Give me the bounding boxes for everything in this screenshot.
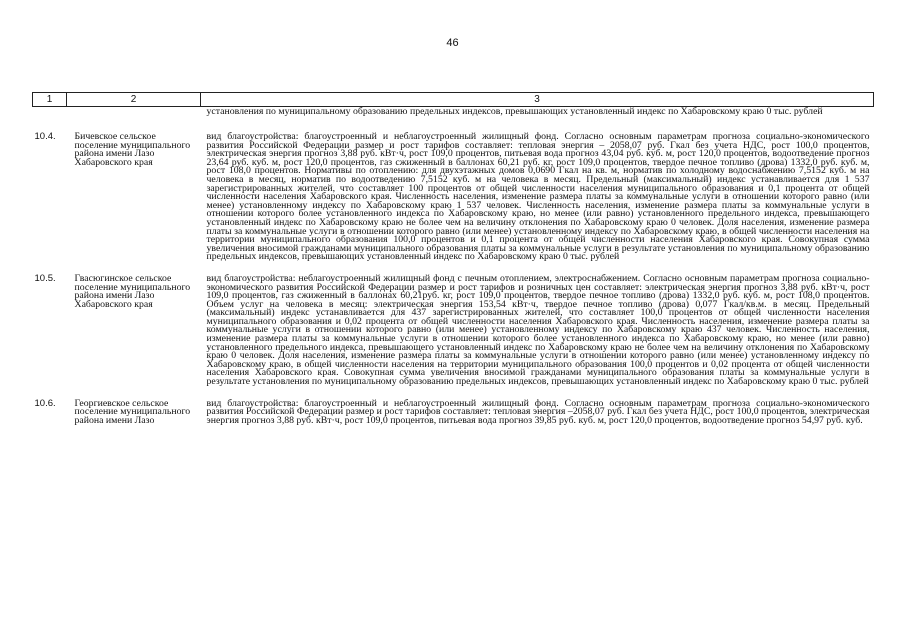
table-row (33, 120, 874, 262)
settlement-name: Бичевское сельское поселение муниципального района имени Лазо Хабаровского края (74, 131, 191, 168)
row-description: вид благоустройства: благоустроенный и неблагоустроенный жилищный фонд. Согласно основным параметрам прогноза социально-экономического развития Российской Федерации размер и рост тарифов составляет: тепловая энергия –2058,07 руб. Гкал без учета НДС, рост 100,0 процентов, электрическая энергия прогноз 3,88 руб. кВт·ч, рост 109,0 процентов, питьевая вода прогноз 39,85 руб. куб. м, рост 120,0 процентов, водоотведение прогноз 54,97 руб. куб. (206, 397, 870, 426)
row-number: 10.4. (34, 131, 56, 142)
header-col-2: 2 (67, 93, 201, 107)
settlement-name: Георгиевское сельское поселение муниципального района имени Лазо (74, 397, 191, 426)
table-row (33, 387, 874, 426)
row-description: вид благоустройства: благоустроенный и неблагоустроенный жилищный фонд. Согласно основным параметрам прогноза социально-экономического развития Российской Федерации размер и рост тарифов составляет: тепловая энергия – 2058,07 руб. Гкал без учета НДС, рост 100,0 процентов, электрическая энергия прогноз 3,88 руб. кВт·ч, рост 109,0 процентов, питьевая вода прогноз 43,04 руб. куб. м, рост 120,0 процентов, водоотведение прогноз 23,64 руб. куб. м, рост 120,0 процентов, газ сжиженный в баллонах 60,21 руб. кг, рост 109,0 процентов, твердое печное топливо (дрова) 1332,0 руб. куб. м, рост 108,0 процентов. Нормативы по отоплению: для двухэтажных домов 0,0690 Гкал на кв. м, норматив по холодному водоснабжению 7,5152 куб. м на человека в месяц, норматив по водоотведению 7,5152 куб. м на человека в месяц. Предельный (максимальный) индекс устанавливается для 1 537 зарегистрированных жителей, что составляет 100 процентов от общей численности населения муниципального образования и 0,1 процента от общей численности населения Хабаровского края. Численность населения, изменение размера платы за коммунальные услуги в отношении которого равно (или менее) установленному индексу по Хабаровскому краю 1 537 человек. Численность населения, изменение размера платы за коммунальные услуги в отношении которого более установленного индекса по Хабаровскому краю, но менее (или равно) установленного предельного индекса, превышающего установленный индекс по Хабаровскому краю не более чем на величину отклонения по Хабаровскому краю 0 человек. Доля населения, изменение размера платы за коммунальные услуги в отношении которого равно (или менее) установленному индексу по Хабаровскому краю, в общей численности населения на территории муниципального образования 100,0 процентов и 0,1 процента от общей численности населения Хабаровского края. Совокупная сумма увеличения вносимой гражданами муниципального образования платы за коммунальные услуги в результате установления по муниципальному образованию предельных индексов, превышающих установленный индекс по Хабаровскому краю 0 тыс. рублей (206, 131, 870, 263)
document-table (32, 92, 874, 425)
row-number (33, 107, 67, 121)
settlement-name: Гвасюгинское сельское поселение муниципального района имени Лазо Хабаровского края (74, 272, 191, 310)
row-description: установления по муниципальному образованию предельных индексов, превышающих установленный индекс по Хабаровскому краю 0 тыс. рублей (206, 106, 823, 117)
header-col-3: 3 (201, 93, 874, 107)
row-number: 10.5. (34, 272, 56, 284)
table-header-row (33, 93, 874, 107)
table-row-continuation (33, 107, 874, 121)
header-col-1: 1 (33, 93, 67, 107)
row-description: вид благоустройства: неблагоустроенный жилищный фонд с печным отоплением, электроснабжением. Согласно основным параметрам прогноза социально-экономического развития Российской Федерации размер и рост тарифов и розничных цен составляет: электрическая энергия прогноз 3,88 руб. кВт·ч, рост 109,0 процентов, газ сжиженный в баллонах 60,21руб. кг, рост 109,0 процентов, твердое печное топливо (дрова) 1332,0 руб. куб. м, рост 108,0 процентов. Объем услуг на человека в месяц: электрическая энергия 153,54 кВт·ч, твердое печное топливо (дрова) 0,077 Гкал/кв.м. в месяц. Предельный (максимальный) индекс устанавливается для 437 зарегистрированных жителей, что составляет 100,0 процентов от общей численности населения муниципального образования и 0,02 процента от общей численности населения Хабаровского края. Численность населения, изменение размера платы за коммунальные услуги в отношении которого равно (или менее) установленному индексу по Хабаровскому краю 437 человек. Численность населения, изменение размера платы за коммунальные услуги в отношении которого более установленного индекса по Хабаровскому краю, но менее (или равно) установленного предельного индекса, превышающего установленный индекс по Хабаровскому краю не более чем на величину отклонения по Хабаровскому краю 0 человек. Доля населения, изменение размера платы за коммунальные услуги в отношении которого равно (или менее) установленному индексу по Хабаровскому краю, в общей численности населения на территории муниципального образования 100,0 процентов и 0,02 процента от общей численности населения Хабаровского края. Совокупная сумма увеличения вносимой гражданами муниципального образования платы за коммунальные услуги в результате установления по муниципальному образованию предельных индексов, превышающих установленный индекс по Хабаровскому краю 0 тыс. рублей (206, 272, 870, 388)
page-number: 46 (446, 37, 459, 49)
table-row (33, 262, 874, 387)
row-number: 10.6. (34, 397, 56, 409)
settlement-name (67, 107, 201, 121)
